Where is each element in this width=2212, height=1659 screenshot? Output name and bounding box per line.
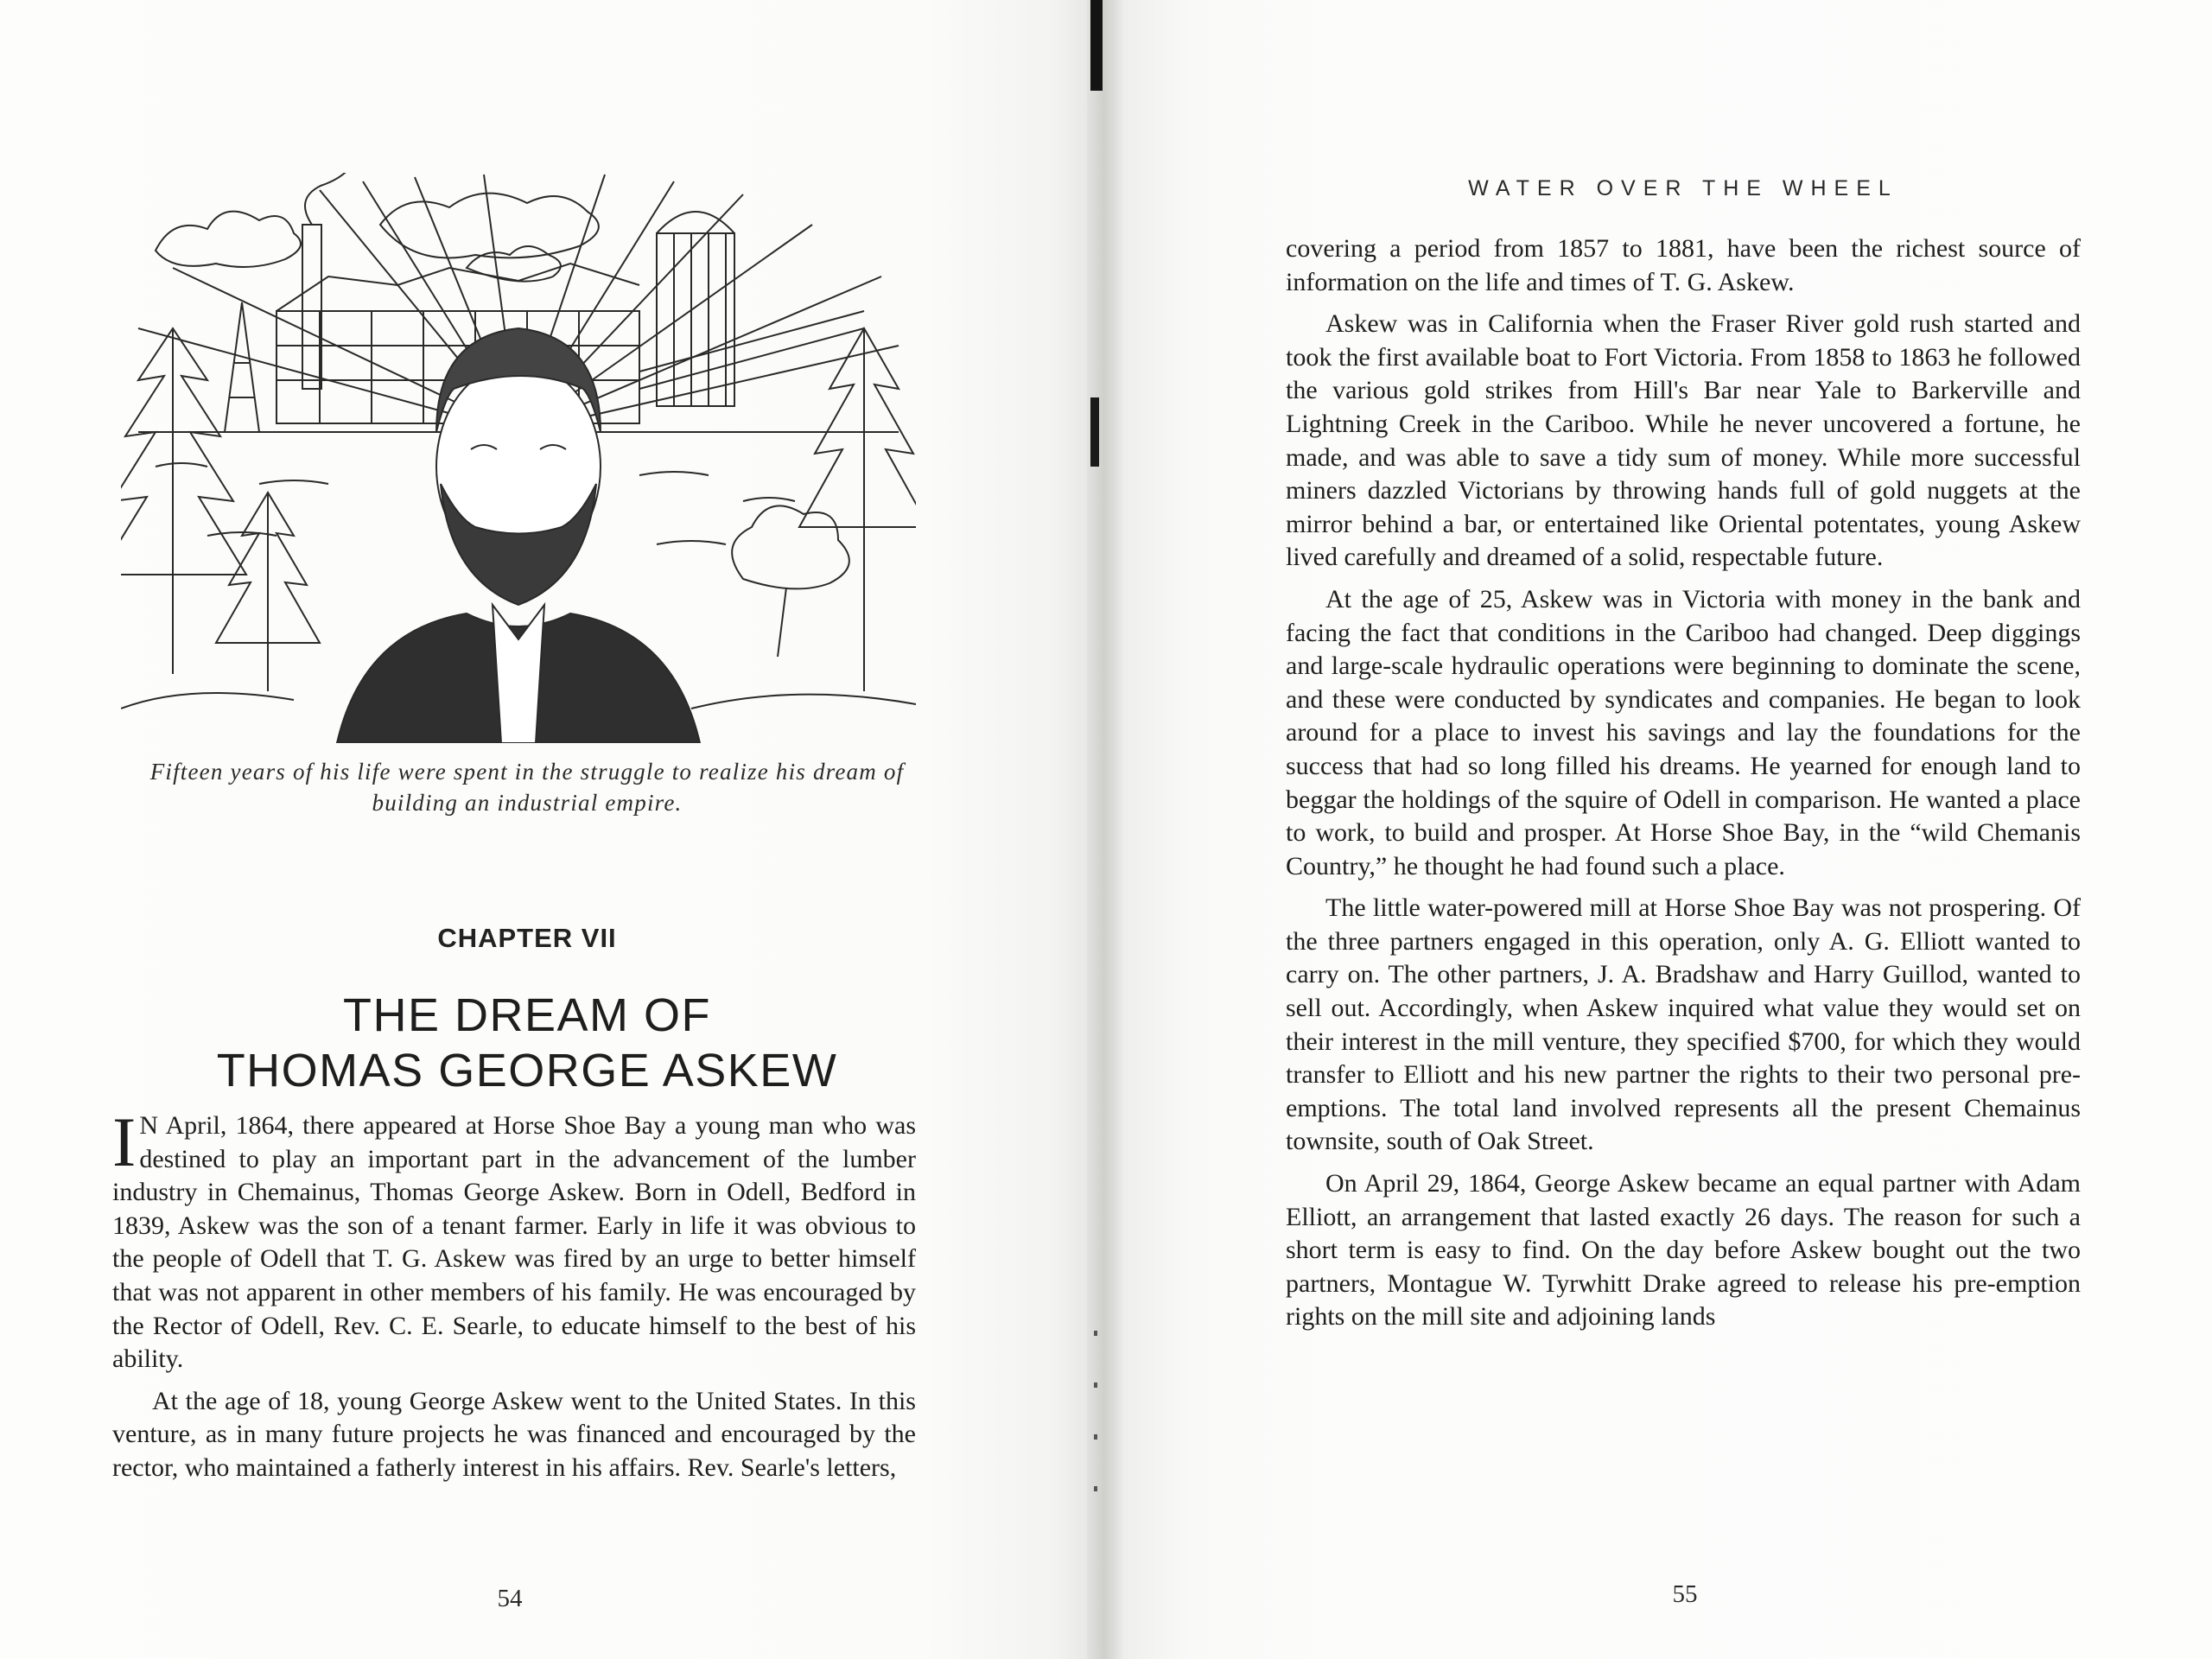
- running-head: WATER OVER THE WHEEL: [1468, 176, 1898, 200]
- chapter-label: CHAPTER VII: [437, 923, 617, 953]
- paragraph: Askew was in California when the Fraser River gold rush started and took the first available boat to Fort Victoria. From 1858 to 1863 he followed the various gold strikes from Hill's Bar near Yale to Barkerville and Lightning Creek in the Cariboo. While he never uncovered a fortune, he made, and was able to save a tidy sum of money. While more successful miners dazzled Victorians by throwing hands full of gold nuggets at the mirror behind a bar, or entertained like Oriental potentates, young Askew lived carefully and dreamed of a solid, respectable future.: [1286, 309, 2081, 572]
- paragraph: The little water-powered mill at Horse Shoe Bay was not prospering. Of the three partners engaged in this operation, only A. G. Elliott wanted to carry on. The other partners, J. A. Bradshaw and Harry Guillod, wanted to sell out. Accordingly, when Askew inquired what value they would set on their interest in the mill venture, they specified $700, for which they would transfer to Elliott and his new partner the rights to their two personal pre-emptions. The total land involved represents all the present Chemainus townsite, south of Oak Street.: [1286, 893, 2081, 1156]
- gutter-mark: [1090, 397, 1099, 467]
- right-page-body: [1286, 232, 2081, 1343]
- drop-cap: I: [112, 1103, 137, 1181]
- left-page-body: [112, 1103, 916, 1494]
- chapter-title-line-1: THE DREAM OF: [342, 989, 711, 1041]
- paragraph: covering a period from 1857 to 1881, have been the richest source of information on the life and times of T. G. Askew.: [1286, 234, 2081, 296]
- gutter-mark: [1094, 1434, 1097, 1440]
- page-number-right: 55: [1672, 1580, 1698, 1608]
- illustration-caption: Fifteen years of his life were spent in the struggle to realize his dream of building an industrial empire.: [149, 759, 905, 816]
- gutter-mark: [1094, 1331, 1097, 1336]
- paragraph: [112, 1103, 916, 1376]
- gutter-mark: [1094, 1486, 1097, 1491]
- gutter-shadow: [1090, 0, 1103, 91]
- paragraph: At the age of 25, Askew was in Victoria with money in the bank and facing the fact that conditions in the Cariboo had changed. Deep diggings and large-scale hydraulic operations were beginning to dominate the scene, and these were conducted by syndicates and companies. He began to look around for a place to invest his savings and lay the foundations for the success that had so long filled his dreams. He yearned for enough land to beggar the holdings of the squire of Odell in comparison. He wanted a place to work, to build and prosper. At Horse Shoe Bay, in the “wild Chemanis Country,” he thought he had found such a place.: [1286, 584, 2081, 880]
- book-gutter: [1087, 0, 1125, 1659]
- paragraph: On April 29, 1864, George Askew became an equal partner with Adam Elliott, an arrangement that lasted exactly 26 days. The reason for such a short term is easy to find. On the day before Askew bought out the two partners, Montague W. Tyrwhitt Drake agreed to release his pre-emption rights on the mill site and adjoining lands: [1286, 1169, 2081, 1332]
- gutter-mark: [1094, 1382, 1097, 1388]
- paragraph: At the age of 18, young George Askew went to the United States. In this venture, as in many future projects he was financed and encouraged by the rector, who maintained a fatherly interest in his affairs. Rev. Searle's letters,: [112, 1386, 916, 1482]
- chapter-title: [112, 988, 942, 1098]
- page-number-left: 54: [497, 1585, 523, 1612]
- chapter-title-line-2: THOMAS GEORGE ASKEW: [216, 1045, 838, 1096]
- paragraph-text: N April, 1864, there appeared at Horse Shoe Bay a young man who was destined to play an important part in the advancement of the lumber industry in Chemainus, Thomas George Askew. Born in Odell, Bedford in 1839, Askew was the son of a tenant farmer. Early in life it was obvious to the people of Odell that T. G. Askew was fired by an urge to better himself that was not apparent in other members of his family. He was encouraged by the Rector of Odell, Rev. C. E. Searle, to educate himself to the best of his ability.: [112, 1111, 916, 1374]
- chapter-illustration: [121, 173, 916, 743]
